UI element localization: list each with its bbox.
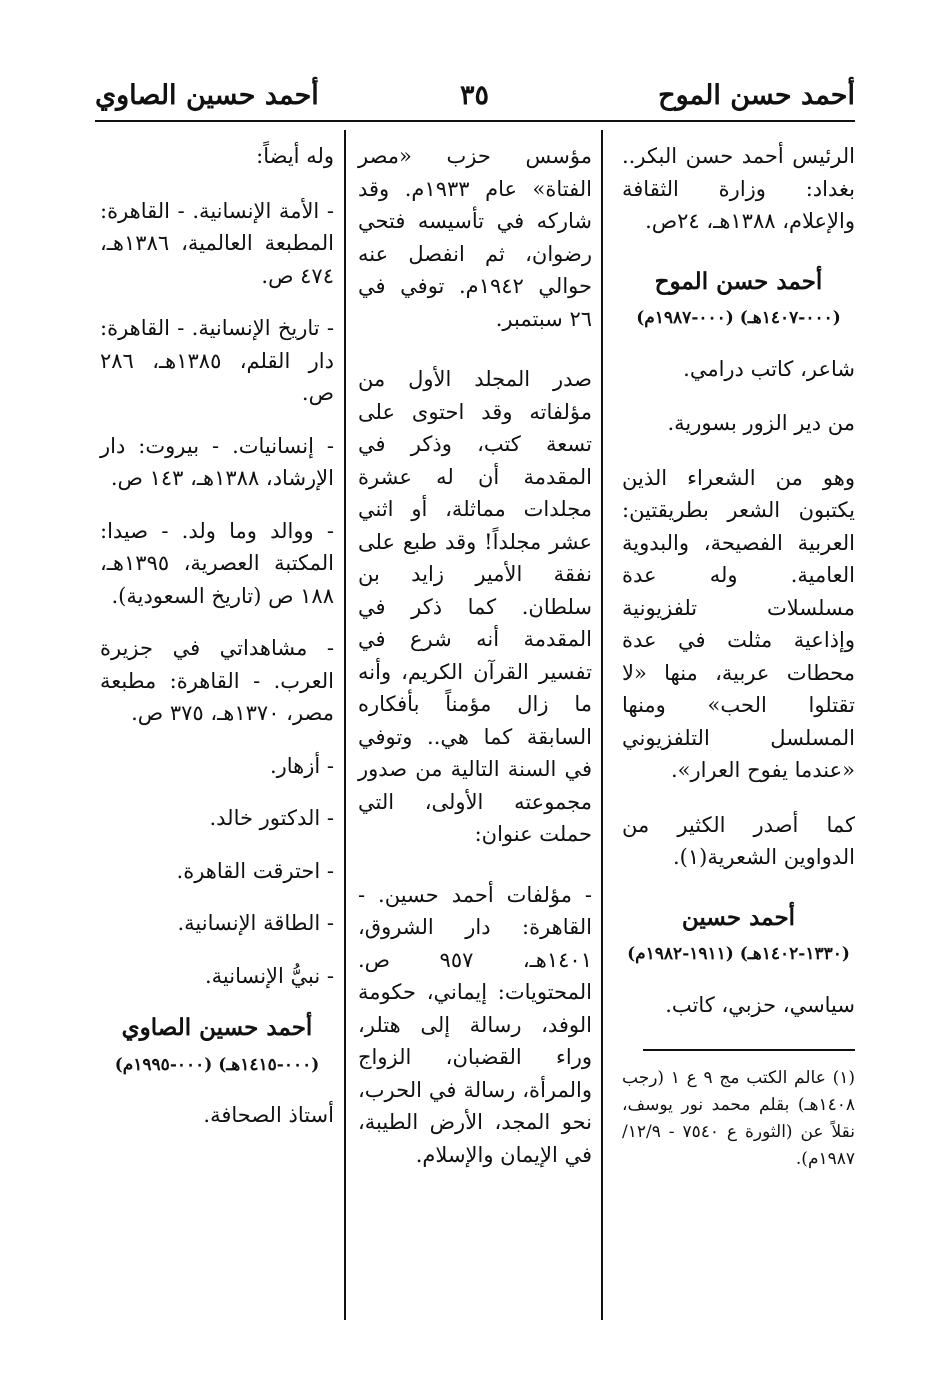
entry-dates: (١٣٣٠-١٤٠٢هـ) (١٩١١-١٩٨٢م) bbox=[627, 944, 850, 964]
list-intro: وله أيضاً: bbox=[256, 144, 334, 168]
bibliography-item: - الدكتور خالد. bbox=[209, 806, 334, 830]
column-middle bbox=[358, 140, 592, 1199]
page-header bbox=[95, 72, 855, 120]
continuation-text: الرئيس أحمد حسن البكر.. بغداد: وزارة الثقافة والإعلام، ١٣٨٨هـ، ٢٤ص. bbox=[622, 144, 855, 233]
header-right-title: أحمد حسن الموح bbox=[658, 80, 855, 111]
column-right bbox=[622, 140, 855, 1173]
bibliography-item: - نبيُّ الإنسانية. bbox=[204, 963, 334, 988]
footnote: (١) عالم الكتب مج ٩ ع ١ (رجب ١٤٠٨هـ) بقلم محمد نور يوسف، نقلاً عن (الثورة ع ٧٥٤٠ - ١٢/٩/ ١٩٨٧م). bbox=[622, 1068, 856, 1169]
entry-paragraph: كما أصدر الكثير من الدواوين الشعرية(١). bbox=[622, 812, 855, 869]
header-rule bbox=[95, 120, 855, 122]
bibliography-item: - مشاهداتي في جزيرة العرب. - القاهرة: مطبعة مصر، ١٣٧٠هـ، ٣٧٥ ص. bbox=[100, 636, 334, 725]
column-left bbox=[100, 140, 334, 1160]
entry-dates: (٠٠٠-١٤٠٧هـ) (٠٠٠-١٩٨٧م) bbox=[636, 308, 841, 328]
page-number: ٣٥ bbox=[460, 80, 490, 111]
header-left-title: أحمد حسين الصاوي bbox=[95, 80, 319, 111]
column-divider-left bbox=[344, 130, 346, 1320]
entry-paragraph: شاعر، كاتب درامي. bbox=[683, 356, 855, 381]
bibliography-item: - الطاقة الإنسانية. bbox=[177, 911, 334, 935]
bibliography-item: - الأمة الإنسانية. - القاهرة: المطبعة العالمية، ١٣٨٦هـ، ٤٧٤ ص. bbox=[100, 198, 334, 288]
bibliography-item: - ووالد وما ولد. - صيدا: المكتبة العصرية، ١٣٩٥هـ، ١٨٨ ص (تاريخ السعودية). bbox=[100, 518, 334, 608]
entry-paragraph: وهو من الشعراء الذين يكتبون الشعر بطريقتين: العربية الفصيحة، والبدوية العامية. وله عدة مسلسلات تلفزيونية وإذاعية مثلت في عدة محطات عربية، منها «لا تقتلوا الحب» ومنها المسلسل التلفزيوني «عندما يفوح العرار». bbox=[622, 465, 855, 782]
entry-paragraph: مؤسس حزب «مصر الفتاة» عام ١٩٣٣م. وقد شاركه في تأسيسه فتحي رضوان، ثم انفصل عنه حوالي ١٩٤٢م. توفي في ٢٦ سبتمبر. bbox=[358, 144, 592, 331]
entry-paragraph: من دير الزور بسورية. bbox=[667, 411, 855, 435]
entry-title: أحمد حسين الصاوي bbox=[121, 1014, 313, 1041]
entry-title: أحمد حسن الموح bbox=[654, 267, 823, 295]
entry-dates: (٠٠٠-١٤١٥هـ) (٠٠٠-١٩٩٥م) bbox=[114, 1054, 320, 1075]
entry-title: أحمد حسين bbox=[681, 903, 796, 931]
bibliography-item: - أزهار. bbox=[269, 753, 334, 778]
bibliography-item: - إنسانيات. - بيروت: دار الإرشاد، ١٣٨٨هـ، ١٤٣ ص. bbox=[100, 433, 334, 490]
entry-paragraph: صدر المجلد الأول من مؤلفاته وقد احتوى على تسعة كتب، وذكر في المقدمة أن له عشرة مجلدات مماثلة، أو اثني عشر مجلداً! وقد طبع على نفقة الأمير زايد بن سلطان. كما ذكر في المقدمة أنه شرع في تفسير القرآن الكريم، وأنه ما زال مؤمناً بأفكاره السابقة كما هي.. وتوفي في السنة التالية من صدور مجموعته الأولى، التي حملت عنوان: bbox=[358, 367, 592, 846]
bibliography-item: - احترقت القاهرة. bbox=[176, 858, 334, 883]
footnote-rule bbox=[643, 1049, 855, 1051]
entry-paragraph: سياسي، حزبي، كاتب. bbox=[665, 992, 855, 1017]
bibliography-item: - تاريخ الإنسانية. - القاهرة: دار القلم، ١٣٨٥هـ، ٢٨٦ ص. bbox=[100, 316, 334, 405]
entry-paragraph: أستاذ الصحافة. bbox=[203, 1103, 334, 1127]
column-divider-right bbox=[601, 130, 603, 1320]
entry-paragraph: - مؤلفات أحمد حسين. - القاهرة: دار الشروق، ١٤٠١هـ، ٩٥٧ ص. المحتويات: إيماني، حكومة الوفد، رسالة إلى هتلر، وراء القضبان، الزواج والمرأة، رسالة في الحرب، نحو المجد، الأرض الطيبة، في الإيمان والإسلام. bbox=[358, 882, 592, 1167]
